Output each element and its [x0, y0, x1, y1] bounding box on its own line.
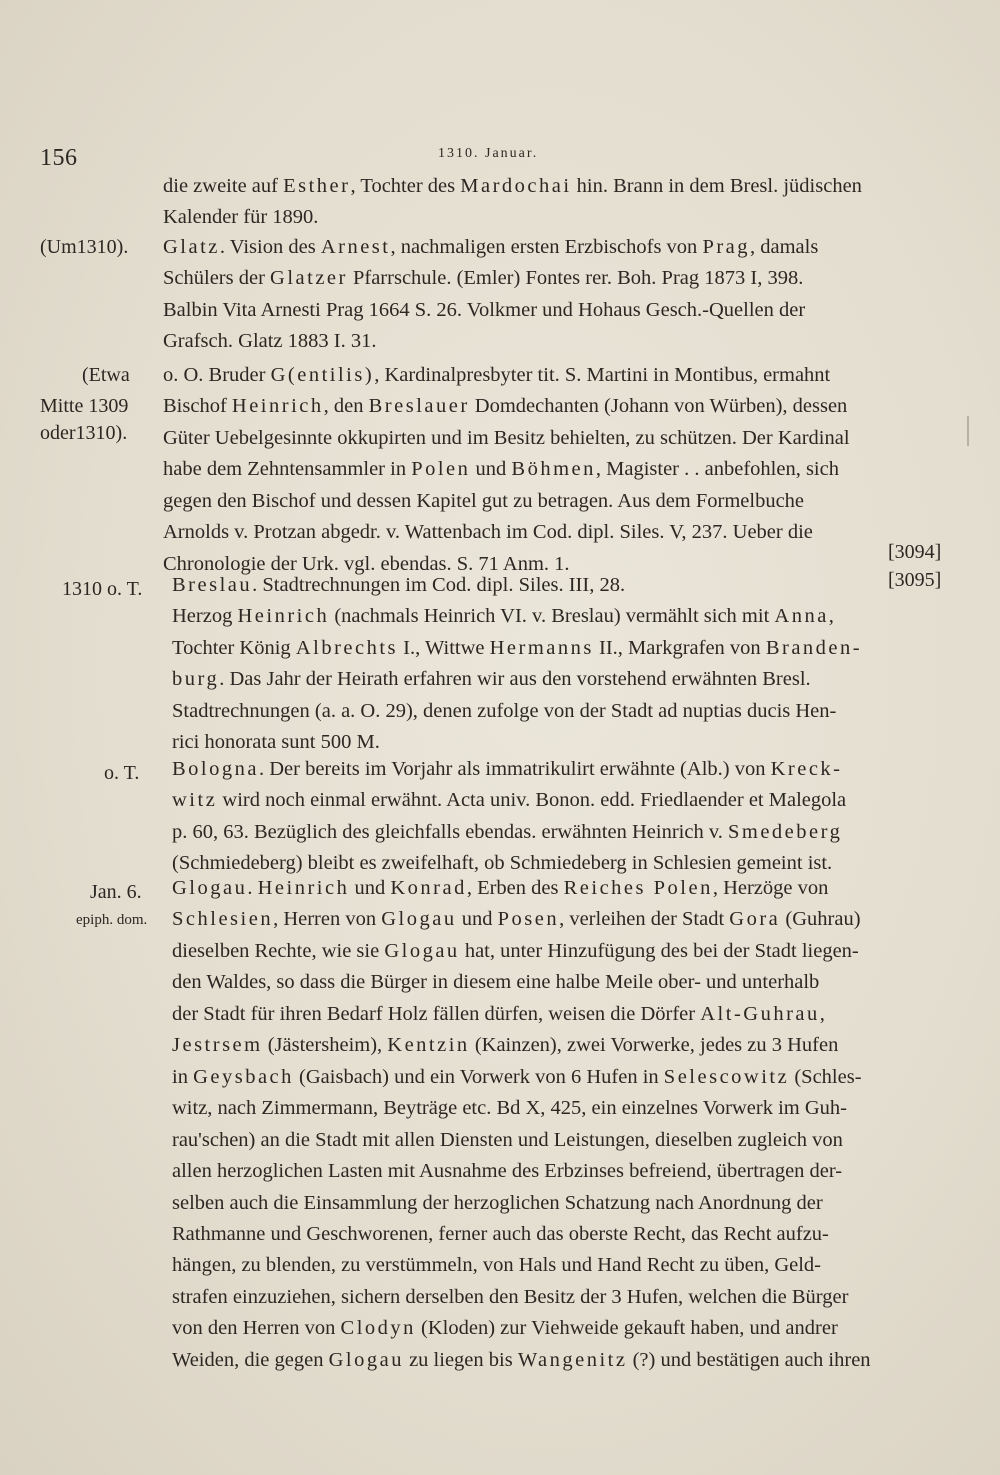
spaced-name: Glogau [381, 908, 457, 931]
text-run: (Kloden) zur Viehweide gekauft haben, und andrer [415, 1317, 838, 1340]
spaced-name: burg [172, 668, 220, 691]
text-run: I., Wittwe [398, 636, 490, 659]
spaced-name: Albrechts [295, 636, 399, 659]
text-run: die zweite auf [163, 175, 284, 197]
text-run: Herzog [172, 605, 238, 628]
text-run: in [172, 1065, 194, 1088]
text-line [172, 1157, 842, 1185]
spaced-name: Reiches Polen [563, 877, 713, 899]
text-line [163, 233, 818, 261]
spaced-name: Heinrich [231, 395, 324, 418]
text-line [172, 697, 836, 725]
page-number: 156 [40, 145, 78, 171]
text-run: . Der bereits im Vorjahr als immatrikulirt erwähnte (Alb.) von [258, 758, 771, 780]
text-run: (?) und bestätigen auch ihren [627, 1348, 871, 1371]
margin-mark [967, 416, 969, 446]
text-run: gegen den Bischof und dessen Kapitel gut zu betragen. Aus dem Formelbuche [163, 489, 805, 512]
text-line [172, 1031, 838, 1059]
text-run: den Waldes, so dass die Bürger in diesem eine halbe Meile ober- und unterhalb [172, 971, 820, 994]
spaced-name: Smedeberg [727, 820, 843, 843]
text-run: , [819, 1002, 825, 1025]
text-run: , Tochter des [350, 175, 461, 197]
text-line [172, 665, 811, 693]
text-line [172, 818, 842, 846]
text-line [163, 455, 839, 483]
spaced-name: G(entilis) [270, 364, 375, 386]
text-line [172, 968, 819, 996]
entry-date: 1310 o. T. [62, 578, 143, 600]
spaced-name: Kreck- [770, 758, 843, 780]
spaced-name: Branden- [765, 636, 863, 659]
text-line [163, 392, 847, 420]
text-run: wird noch einmal erwähnt. Acta univ. Bonon. edd. Friedlaender et Malegola [217, 789, 847, 812]
reference-number: [3094] [888, 541, 942, 563]
spaced-name: Arnest [320, 236, 391, 258]
text-run: Stadtrechnungen (a. a. O. 29), denen zufolge von der Stadt ad nuptias ducis Hen- [172, 699, 837, 722]
text-run: (Jästersheim), [262, 1034, 388, 1057]
text-run: , Erben des [466, 877, 564, 899]
text-line [163, 424, 850, 452]
text-line [163, 296, 805, 324]
text-line [172, 874, 828, 902]
text-run: , Magister . . anbefohlen, sich [595, 458, 839, 481]
text-run: und [470, 458, 512, 481]
text-run: . Stadtrechnungen im Cod. dipl. Siles. III, 28. [252, 574, 626, 596]
spaced-name: Polen [411, 458, 471, 481]
text-run: , [828, 605, 834, 628]
text-run: hängen, zu blenden, zu verstümmeln, von Hals und Hand Recht zu üben, Geld- [172, 1254, 821, 1277]
text-run: (Gaisbach) und ein Vorwerk von 6 Hufen in [293, 1065, 664, 1088]
text-run: , nachmaligen ersten Erzbischofs von [390, 236, 703, 258]
text-run: p. 60, 63. Bezüglich des gleichfalls ebendas. erwähnten Heinrich v. [172, 820, 728, 843]
text-run: o. O. Bruder [163, 364, 271, 386]
spaced-name: Jestrsem [172, 1034, 263, 1057]
spaced-name: Heinrich [257, 877, 350, 899]
text-line [172, 728, 380, 756]
text-line [172, 602, 834, 630]
spaced-name: Schlesien [172, 908, 274, 931]
text-run: zu liegen bis [403, 1348, 518, 1371]
text-run: Pfarrschule. (Emler) Fontes rer. Boh. Prag 1873 I, 398. [347, 267, 804, 290]
text-run: und [456, 908, 498, 931]
spaced-name: Böhmen [511, 458, 596, 481]
text-line [163, 518, 813, 546]
text-line [172, 634, 862, 662]
entry-date: Mitte 1309 [40, 395, 129, 417]
entry-date: (Um1310). [40, 236, 129, 258]
text-line [172, 1346, 871, 1374]
text-run: , den [323, 395, 369, 418]
text-line [172, 937, 859, 965]
text-run: , Herren von [273, 908, 382, 931]
spaced-name: Heinrich [237, 605, 330, 628]
text-run: , Kardinalpresbyter tit. S. Martini in Montibus, ermahnt [374, 364, 831, 386]
spaced-name: Alt-Guhrau [700, 1002, 820, 1025]
spaced-name: Glogau [384, 939, 460, 962]
spaced-name: Glogau [328, 1348, 404, 1371]
text-line [172, 1063, 862, 1091]
text-line [172, 1314, 838, 1342]
text-run: (Guhrau) [780, 908, 861, 931]
text-run: Tochter König [172, 636, 296, 659]
text-line [172, 1189, 823, 1217]
text-run: (Schmiedeberg) bleibt es zweifelhaft, ob Schmiedeberg in Schlesien gemeint ist. [172, 852, 833, 875]
text-line [172, 1000, 825, 1028]
text-line [172, 571, 625, 599]
text-run: Balbin Vita Arnesti Prag 1664 S. 26. Volkmer und Hohaus Gesch.-Quellen der [163, 298, 806, 321]
entry-date: Jan. 6. [90, 881, 142, 903]
text-run: Güter Uebelgesinnte okkupirten und im Besitz behielten, zu schützen. Der Kardinal [163, 426, 850, 449]
text-run: (Schles- [789, 1065, 862, 1088]
text-run: der Stadt für ihren Bedarf Holz fällen dürfen, weisen die Dörfer [172, 1002, 701, 1025]
text-line [163, 327, 376, 355]
spaced-name: Selescowitz [663, 1065, 790, 1088]
spaced-name: Wangenitz [517, 1348, 628, 1371]
text-line [163, 264, 803, 292]
spaced-name: witz [172, 789, 218, 812]
text-run: . Das Jahr der Heirath erfahren wir aus den vorstehend erwähnten Bresl. [219, 668, 811, 691]
text-line [172, 1126, 843, 1154]
text-line [163, 361, 830, 389]
entry-date: o. T. [104, 762, 140, 784]
text-line [172, 1220, 829, 1248]
spaced-name: Glogau [172, 877, 248, 899]
text-run: hat, unter Hinzufügung des bei der Stadt liegen- [459, 939, 859, 962]
spaced-name: Kentzin [387, 1034, 470, 1057]
text-run: allen herzoglichen Lasten mit Ausnahme des Erbzinses befreiend, übertragen der- [172, 1160, 843, 1183]
spaced-name: Clodyn [340, 1317, 416, 1340]
text-run: rau'schen) an die Stadt mit allen Diensten und Leistungen, dieselben zugleich von [172, 1128, 843, 1151]
text-run: Bischof [163, 395, 232, 418]
reference-number: [3095] [888, 569, 942, 591]
text-run: habe dem Zehntensammler in [163, 458, 412, 481]
entry-date: epiph. dom. [76, 912, 148, 928]
text-run: Chronologie der Urk. vgl. ebendas. S. 71 Anm. 1. [163, 552, 570, 575]
text-run: Weiden, die gegen [172, 1348, 329, 1371]
spaced-name: Esther [283, 175, 351, 197]
text-run: (Kainzen), zwei Vorwerke, jedes zu 3 Hufen [469, 1034, 839, 1057]
spaced-name: Konrad [390, 877, 467, 899]
text-run: selben auch die Einsammlung der herzoglichen Schatzung nach Anordnung der [172, 1191, 823, 1214]
text-run: und [349, 877, 391, 899]
text-run: rici honorata sunt 500 M. [172, 731, 380, 754]
entry-date: oder1310). [40, 422, 128, 444]
text-run: Arnolds v. Protzan abgedr. v. Wattenbach im Cod. dipl. Siles. V, 237. Ueber die [163, 521, 813, 544]
spaced-name: Breslauer [368, 395, 470, 418]
text-line [163, 172, 862, 200]
spaced-name: Gora [729, 908, 781, 931]
text-line [172, 755, 843, 783]
text-line [163, 203, 318, 231]
text-line [172, 1283, 848, 1311]
spaced-name: Mardochai [460, 175, 572, 197]
spaced-name: Breslau [172, 574, 253, 596]
text-run: hin. Brann in dem Bresl. jüdischen [571, 175, 862, 197]
text-line [172, 905, 861, 933]
spaced-name: Prag [702, 236, 751, 258]
text-run: Kalender für 1890. [163, 206, 319, 229]
text-line [172, 1094, 847, 1122]
text-run: (nachmals Heinrich VI. v. Breslau) vermählt sich mit [329, 605, 775, 628]
text-run: , Herzöge von [712, 877, 829, 899]
text-run: von den Herren von [172, 1317, 341, 1340]
spaced-name: Glatz [163, 236, 220, 258]
spaced-name: Glatzer [270, 267, 348, 290]
text-run: . Vision des [219, 236, 321, 258]
spaced-name: Geysbach [193, 1065, 294, 1088]
spaced-name: Anna [774, 605, 829, 628]
text-run: , verleihen der Stadt [559, 908, 730, 931]
text-line [172, 1251, 821, 1279]
text-run: witz, nach Zimmermann, Beyträge etc. Bd X, 425, ein einzelnes Vorwerk im Guh- [172, 1097, 847, 1120]
running-head: 1310. Januar. [438, 146, 539, 161]
text-run: Grafsch. Glatz 1883 I. 31. [163, 330, 377, 353]
text-run: . [247, 877, 258, 899]
text-run: Rathmanne und Geschworenen, ferner auch das oberste Recht, das Recht aufzu- [172, 1222, 829, 1245]
text-run: strafen einzuziehen, sichern derselben den Besitz der 3 Hufen, welchen die Bürger [172, 1285, 849, 1308]
text-run: Domdechanten (Johann von Würben), dessen [469, 395, 848, 418]
spaced-name: Hermanns [489, 636, 594, 659]
text-run: , damals [750, 236, 819, 258]
text-line [172, 786, 846, 814]
text-run: II., Markgrafen von [593, 636, 766, 659]
entry-date: (Etwa [82, 364, 130, 386]
spaced-name: Posen [497, 908, 560, 931]
text-line [163, 487, 804, 515]
spaced-name: Bologna [172, 758, 259, 780]
text-run: dieselben Rechte, wie sie [172, 939, 385, 962]
text-run: Schülers der [163, 267, 271, 290]
